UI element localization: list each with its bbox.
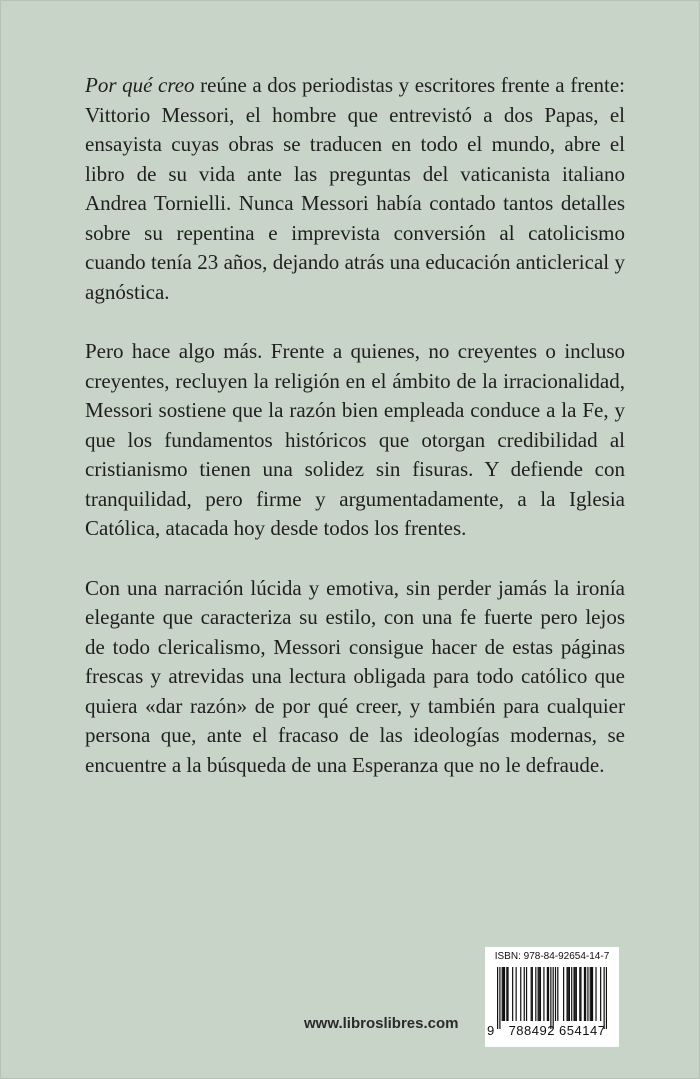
barcode-icon [497, 967, 607, 1029]
barcode-bar [563, 967, 564, 1021]
ean-first-digit: 9 [487, 1023, 495, 1038]
publisher-website: www.libroslibres.com [304, 1015, 459, 1032]
barcode-bar [506, 967, 507, 1021]
barcode-bar [547, 967, 548, 1021]
blurb-paragraph-1-text: reúne a dos periodistas y escritores frente a frente: Vittorio Messori, el hombre que entrevistó a dos Papas, el ensayista cuyas obras se traducen en todo el mundo, abre el libro de su vida ante las preguntas del vaticanista italiano Andrea Tornielli. Nunca Messori había contado tantos detalles sobre su repentina e imprevista conversión al catolicismo cuando tenía 23 años, dejando atrás una educación anticlerical y agnóstica. [85, 73, 626, 304]
barcode-bar [535, 967, 536, 1021]
barcode-bar [576, 967, 577, 1021]
barcode-bar [539, 967, 540, 1021]
barcode-bar [579, 967, 580, 1021]
barcode-bar [580, 967, 581, 1021]
barcode-bar [502, 967, 503, 1021]
barcode-bar [538, 967, 539, 1021]
book-title: Por qué creo [85, 73, 195, 97]
barcode-bar [584, 967, 585, 1021]
barcode-bar [553, 967, 554, 1029]
barcode-bar [585, 967, 586, 1021]
barcode-bar [499, 967, 500, 1029]
barcode-bar [512, 967, 513, 1021]
barcode-bar [540, 967, 541, 1021]
barcode-bar [573, 967, 574, 1021]
barcode-bar [507, 967, 508, 1021]
barcode-bar [590, 967, 591, 1021]
barcode-panel [485, 947, 619, 1047]
barcode-bar [592, 967, 593, 1021]
barcode-bar [604, 967, 605, 1029]
barcode-bar [504, 967, 505, 1021]
barcode-bar [566, 967, 567, 1021]
barcode-bar [548, 967, 549, 1021]
barcode-bar [571, 967, 572, 1021]
barcode-bar [557, 967, 558, 1021]
barcode-bar [543, 967, 544, 1021]
barcode-bar [520, 967, 521, 1021]
barcode-bar [575, 967, 576, 1021]
barcode-bar [568, 967, 569, 1021]
blurb-text [85, 71, 625, 810]
barcode-bar [526, 967, 527, 1021]
blurb-paragraph-3: Con una narración lúcida y emotiva, sin perder jamás la ironía elegante que caracteriza su estilo, con una fe fuerte pero lejos de todo clericalismo, Messori consigue hacer de estas páginas frescas y atrevidas una lectura obligada para todo católico que quiera «dar razón» de por qué creer, y también para cualquier persona que, ante el fracaso de las ideologías modernas, se encuentre a la búsqueda de una Esperanza que no le defraude. [85, 575, 625, 777]
barcode-bar [503, 967, 504, 1021]
barcode-bar [555, 967, 556, 1021]
barcode-bar [606, 967, 607, 1029]
barcode-bar [591, 967, 592, 1021]
barcode-bar [524, 967, 525, 1021]
isbn-label: ISBN: 978-84-92654-14-7 [494, 951, 610, 962]
blurb-paragraph-1 [85, 71, 625, 307]
barcode-bar [587, 967, 588, 1021]
barcode-bar [497, 967, 498, 1029]
barcode-bar [532, 967, 533, 1021]
barcode-bar [595, 967, 596, 1021]
barcode-bar [550, 967, 551, 1029]
ean-digits: 788492 654147 [508, 1023, 606, 1038]
blurb-paragraph-2: Pero hace algo más. Frente a quienes, no creyentes o incluso creyentes, recluyen la religión en el ámbito de la irracionalidad, Messori sostiene que la razón bien empleada conduce a la Fe, y que los fundamentos históricos que otorgan credibilidad al cristianismo tienen una solidez sin fisuras. Y defiende con tranquilidad, pero firme y argumentadamente, a la Iglesia Católica, atacada hoy desde todos los frentes. [85, 339, 625, 540]
barcode-bar [531, 967, 532, 1021]
barcode-bar [569, 967, 570, 1021]
barcode-bar [600, 967, 601, 1021]
barcode-bar [516, 967, 517, 1021]
